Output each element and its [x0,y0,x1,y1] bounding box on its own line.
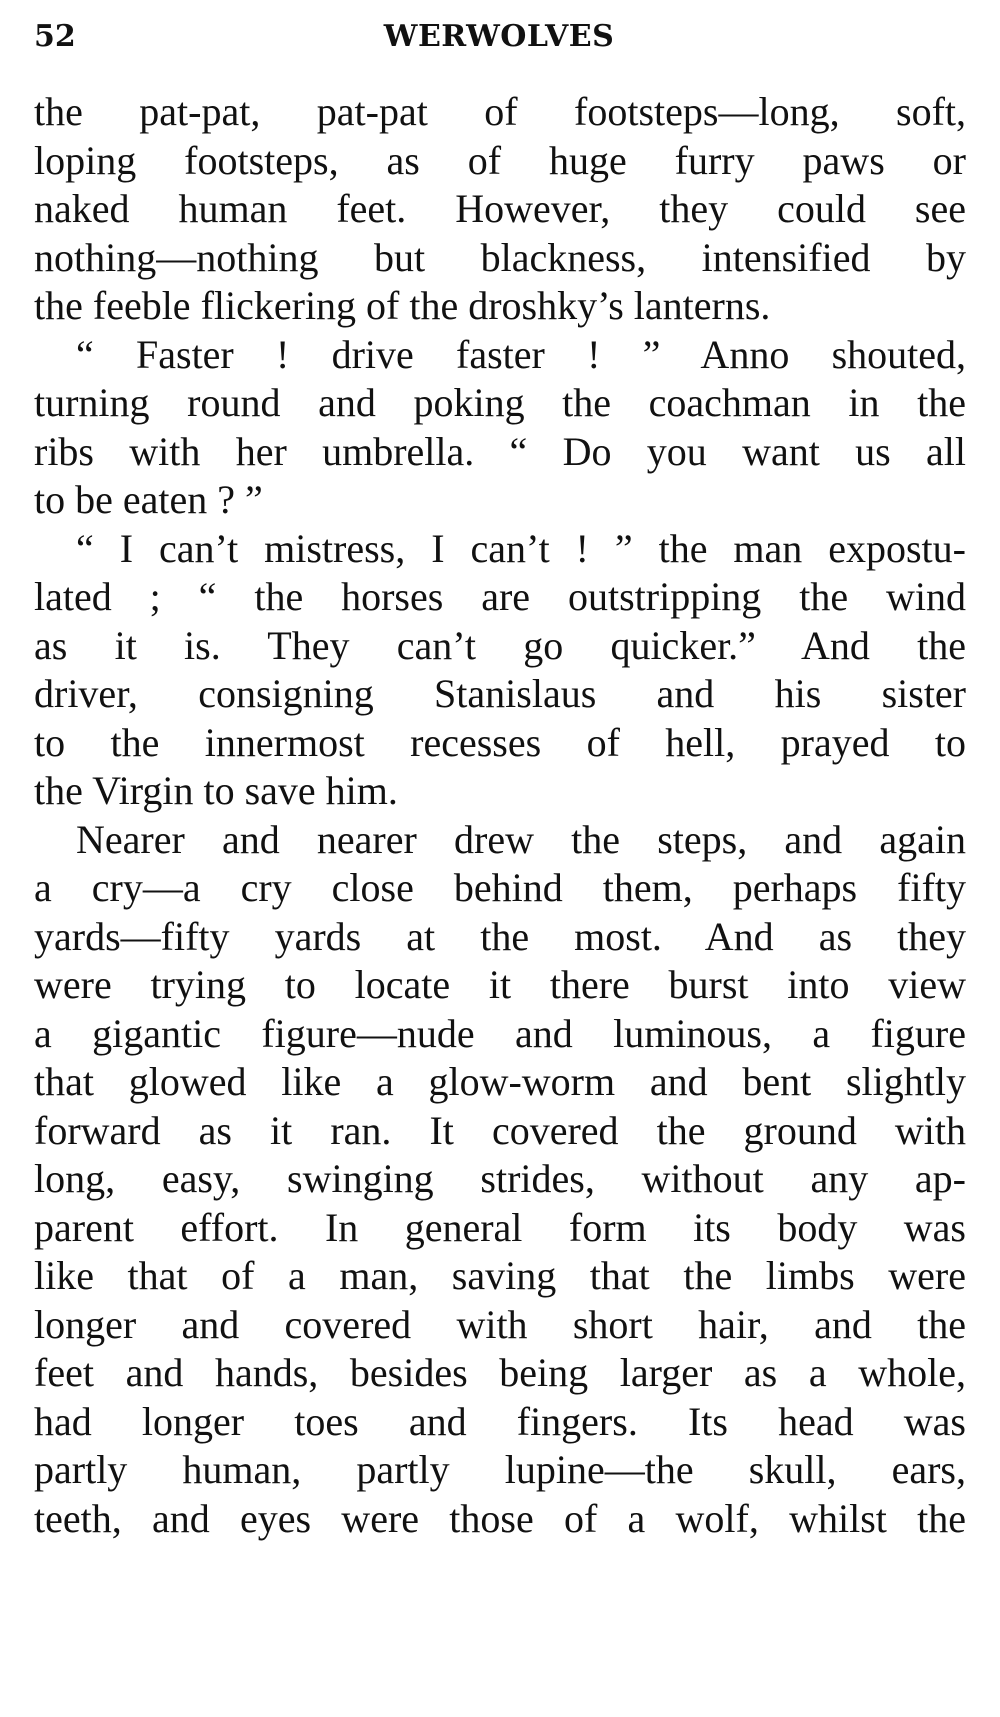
body-text [34,88,966,1543]
text-line: to be eaten ? ” [34,477,263,522]
paragraph [34,525,966,816]
text-line: feet and hands, besides being larger as a whole, [34,1350,966,1395]
text-line: “ Faster ! drive faster ! ” Anno shouted, [76,331,966,377]
text-line: yards—fifty yards at the most. And as they [34,913,966,959]
paragraph [34,816,966,1544]
text-line: a cry—a cry close behind them, perhaps fifty [34,865,966,910]
text-line: longer and covered with short hair, and the [34,1301,966,1347]
text-line: parent effort. In general form its body was [34,1204,966,1250]
text-line: “ I can’t mistress, I can’t ! ” the man expostu- [76,525,966,571]
text-line: loping footsteps, as of huge furry paws or [34,137,966,183]
text-line: naked human feet. However, they could see [34,186,966,231]
paragraph [34,331,966,525]
text-line: lated ; “ the horses are outstripping the wind [34,574,966,619]
text-line: driver, consigning Stanislaus and his sister [34,671,966,716]
text-line: a gigantic figure—nude and luminous, a figure [34,1010,966,1056]
text-line: ribs with her umbrella. “ Do you want us all [34,428,966,474]
text-line: partly human, partly lupine—the skull, ears, [34,1447,966,1492]
text-line: the feeble flickering of the droshky’s lanterns. [34,283,771,328]
text-line: Nearer and nearer drew the steps, and again [76,816,966,862]
page-header [34,12,964,62]
text-line: forward as it ran. It covered the ground with [34,1107,966,1153]
text-line: turning round and poking the coachman in the [34,380,966,425]
text-line: long, easy, swinging strides, without any ap- [34,1156,966,1201]
text-line: that glowed like a glow-worm and bent slightly [34,1059,966,1104]
text-line: teeth, and eyes were those of a wolf, whilst the [34,1495,966,1541]
text-line: like that of a man, saving that the limbs were [34,1253,966,1298]
text-line: as it is. They can’t go quicker.” And the [34,622,966,668]
text-line: the Virgin to save him. [34,768,398,813]
text-line: the pat-pat, pat-pat of footsteps—long, soft, [34,89,966,134]
text-line: nothing—nothing but blackness, intensified by [34,234,966,280]
text-line: were trying to locate it there burst into view [34,962,966,1007]
page-number: 52 [34,19,76,54]
text-line: to the innermost recesses of hell, prayed to [34,719,966,765]
text-line: had longer toes and fingers. Its head was [34,1398,966,1444]
paragraph [34,88,966,331]
running-title: WERWOLVES [383,19,615,54]
